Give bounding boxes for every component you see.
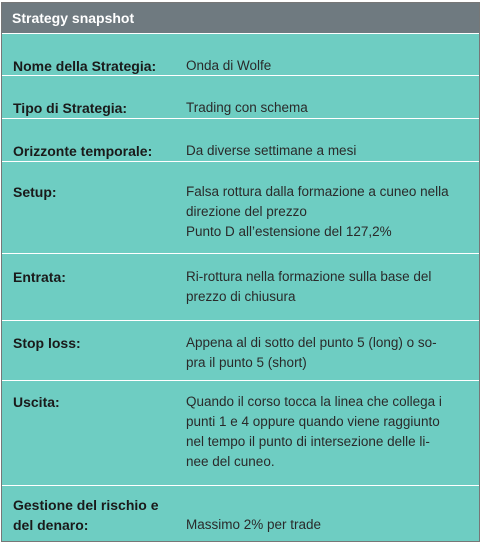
table-row-strategy-name — [2, 33, 479, 75]
table-row-risk-management — [2, 485, 479, 541]
row-label: Stop loss: — [13, 335, 81, 351]
row-label: Gestione del rischio e del denaro: — [13, 497, 159, 533]
table-row-entry — [2, 253, 479, 320]
row-value: Onda di Wolfe — [186, 58, 272, 73]
row-value: Trading con schema — [186, 100, 308, 115]
row-label: Nome della Strategia: — [13, 58, 157, 74]
row-value: Massimo 2% per trade — [186, 517, 322, 532]
row-value: Falsa rottura dalla formazione a cuneo nella direzione del prezzo Punto D all’estensione del 127,2% — [186, 184, 449, 239]
table-row-exit — [2, 380, 479, 485]
row-label: Uscita: — [13, 394, 60, 410]
row-label: Setup: — [13, 184, 57, 200]
row-value: Appena al di sotto del punto 5 (long) o so- pra il punto 5 (short) — [186, 335, 437, 370]
row-label: Entrata: — [13, 269, 66, 285]
row-value: Da diverse settimane a mesi — [186, 143, 357, 158]
row-label: Tipo di Strategia: — [13, 100, 128, 116]
row-value: Ri-rottura nella formazione sulla base del prezzo di chiusura — [186, 269, 432, 304]
table-row-setup — [2, 161, 479, 253]
table-row-strategy-type — [2, 75, 479, 118]
table-row-stop-loss — [2, 320, 479, 380]
table-row-time-horizon — [2, 118, 479, 161]
row-label: Orizzonte temporale: — [13, 143, 153, 159]
strategy-snapshot-table — [1, 2, 480, 542]
table-title: Strategy snapshot — [2, 3, 479, 33]
row-value: Quando il corso tocca la linea che collega i punti 1 e 4 oppure quando viene raggiunto nel tempo il punto di intersezione delle li- nee del cuneo. — [186, 394, 442, 469]
